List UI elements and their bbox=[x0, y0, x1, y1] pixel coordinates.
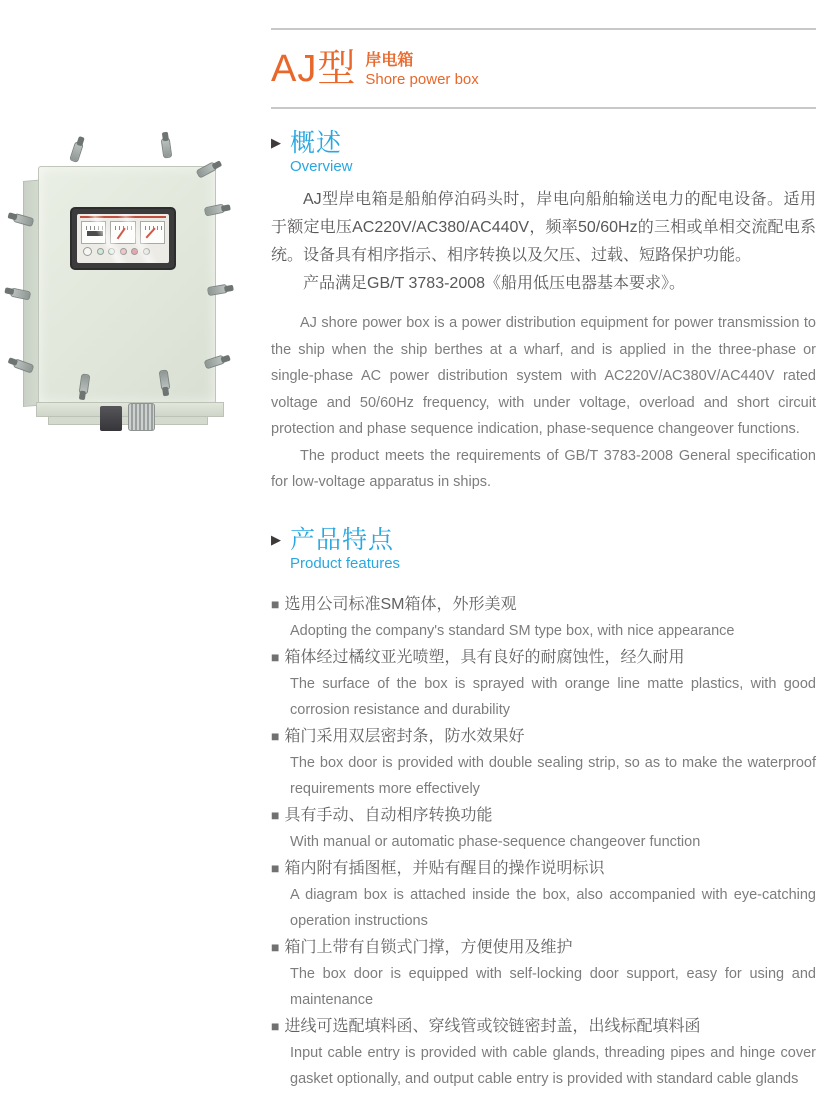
feature-cn-text: 箱内附有插图框，并贴有醒目的操作说明标识 bbox=[284, 859, 605, 877]
overview-chinese bbox=[271, 186, 816, 298]
overview-heading-text bbox=[290, 129, 353, 176]
feature-en-text: Adopting the company's standard SM type box, with nice appearance bbox=[290, 622, 735, 639]
ammeter-icon bbox=[140, 221, 165, 244]
content-column bbox=[271, 0, 816, 1092]
features-heading-cn: 产品特点 bbox=[290, 525, 395, 554]
features-heading bbox=[271, 526, 816, 573]
product-title bbox=[271, 44, 816, 94]
feature-en-text: The box door is provided with double sealing strip, so as to make the waterproof requirements more effectively bbox=[290, 754, 816, 797]
list-item bbox=[271, 802, 816, 855]
model-name: AJ型 bbox=[271, 48, 357, 90]
feature-cn-line bbox=[271, 934, 816, 961]
overview-heading-cn: 概述 bbox=[290, 129, 343, 157]
list-item bbox=[271, 591, 816, 644]
cable-gland-metal bbox=[128, 403, 155, 431]
feature-en-text: The surface of the box is sprayed with orange line matte plastics, with good corrosion resistance and durability bbox=[290, 675, 816, 718]
section-arrow-icon: ▶ bbox=[271, 531, 281, 547]
overview-heading bbox=[271, 129, 816, 176]
feature-cn-line bbox=[271, 644, 816, 671]
indicator-light bbox=[83, 247, 92, 256]
meter-row bbox=[77, 218, 169, 244]
feature-cn-text: 选用公司标准SM箱体，外形美观 bbox=[284, 595, 517, 613]
title-divider bbox=[271, 107, 816, 109]
meter-scale bbox=[86, 226, 105, 230]
cable-gland-dark bbox=[100, 406, 122, 431]
feature-cn-text: 具有手动、自动相序转换功能 bbox=[284, 806, 493, 824]
bullet-square-icon: ■ bbox=[271, 938, 280, 955]
bullet-square-icon: ■ bbox=[271, 648, 280, 665]
list-item bbox=[271, 723, 816, 802]
indicator-light bbox=[131, 248, 138, 255]
bullet-square-icon: ■ bbox=[271, 859, 280, 876]
indicator-light bbox=[108, 248, 115, 255]
indicator-light bbox=[97, 248, 104, 255]
indicator-light bbox=[143, 248, 150, 255]
indicator-light bbox=[120, 248, 127, 255]
feature-en-text: The box door is equipped with self-locking door support, easy for using and maintenance bbox=[290, 965, 816, 1008]
feature-cn-line bbox=[271, 591, 816, 618]
list-item bbox=[271, 1013, 816, 1092]
meter-panel bbox=[77, 214, 169, 263]
overview-heading-en: Overview bbox=[290, 158, 353, 175]
list-item bbox=[271, 644, 816, 723]
meter-window bbox=[70, 207, 176, 270]
features-heading-en: Product features bbox=[290, 554, 401, 572]
overview-en-paragraph: AJ shore power box is a power distribution equipment for power transmission to the ship when the ship berthes at a wharf, and is applied in the three-phase or single-phase AC power distribution system with AC220V/AC380V/AC440V rated voltage and 50/60Hz frequency, with under voltage, overload and short circuit protection and phase sequence indication, phase-sequence changeover functions. bbox=[271, 315, 816, 437]
feature-cn-line bbox=[271, 1013, 816, 1040]
overview-cn-paragraph: AJ型岸电箱是船舶停泊码头时，岸电向船舶输送电力的配电设备。适用于额定电压AC220V/AC380/AC440V，频率50/60Hz的三相或单相交流配电系统。设备具有相序指示、相序转换以及欠压、过载、短路保护功能。 bbox=[271, 191, 816, 264]
bullet-square-icon: ■ bbox=[271, 595, 280, 612]
feature-en-text: Input cable entry is provided with cable glands, threading pipes and hinge cover gasket optionally, and output cable entry is provided with standard cable glands bbox=[290, 1044, 816, 1087]
indicator-lights bbox=[77, 244, 169, 256]
list-item bbox=[271, 855, 816, 934]
ammeter-icon bbox=[110, 221, 135, 244]
section-arrow-icon: ▶ bbox=[271, 135, 281, 150]
overview-english bbox=[271, 310, 816, 496]
feature-cn-text: 箱体经过橘纹亚光喷塑，具有良好的耐腐蚀性，经久耐用 bbox=[284, 648, 685, 666]
meter-counter bbox=[87, 231, 103, 236]
subtitle-cn: 岸电箱 bbox=[365, 52, 414, 69]
box-front-door bbox=[38, 166, 216, 404]
feature-cn-text: 箱门上带有自锁式门撑，方便使用及维护 bbox=[284, 938, 573, 956]
top-divider bbox=[271, 28, 816, 30]
feature-cn-line bbox=[271, 855, 816, 882]
bullet-square-icon: ■ bbox=[271, 727, 280, 744]
feature-cn-text: 箱门采用双层密封条，防水效果好 bbox=[284, 727, 525, 745]
latch-icon bbox=[161, 137, 173, 158]
voltmeter-icon bbox=[81, 221, 106, 244]
latch-icon bbox=[69, 141, 84, 163]
latch-icon bbox=[207, 284, 228, 296]
overview-cn-paragraph: 产品满足GB/T 3783-2008《船用低压电器基本要求》。 bbox=[303, 275, 686, 292]
bullet-square-icon: ■ bbox=[271, 806, 280, 823]
features-heading-text bbox=[290, 526, 400, 573]
feature-cn-line bbox=[271, 802, 816, 829]
feature-cn-line bbox=[271, 723, 816, 750]
overview-en-paragraph: The product meets the requirements of GB/T 3783-2008 General specification for low-voltage apparatus in ships. bbox=[271, 447, 816, 490]
subtitle-en: Shore power box bbox=[365, 71, 479, 88]
feature-list bbox=[271, 591, 816, 1092]
feature-cn-text: 进线可选配填料函、穿线管或铰链密封盖，出线标配填料函 bbox=[284, 1017, 701, 1035]
title-subtitle bbox=[365, 49, 478, 89]
feature-en-text: With manual or automatic phase-sequence changeover function bbox=[290, 833, 701, 850]
feature-en-text: A diagram box is attached inside the box, also accompanied with eye-catching operation instructions bbox=[290, 886, 816, 929]
list-item bbox=[271, 934, 816, 1013]
product-photo bbox=[14, 134, 266, 464]
bullet-square-icon: ■ bbox=[271, 1017, 280, 1034]
